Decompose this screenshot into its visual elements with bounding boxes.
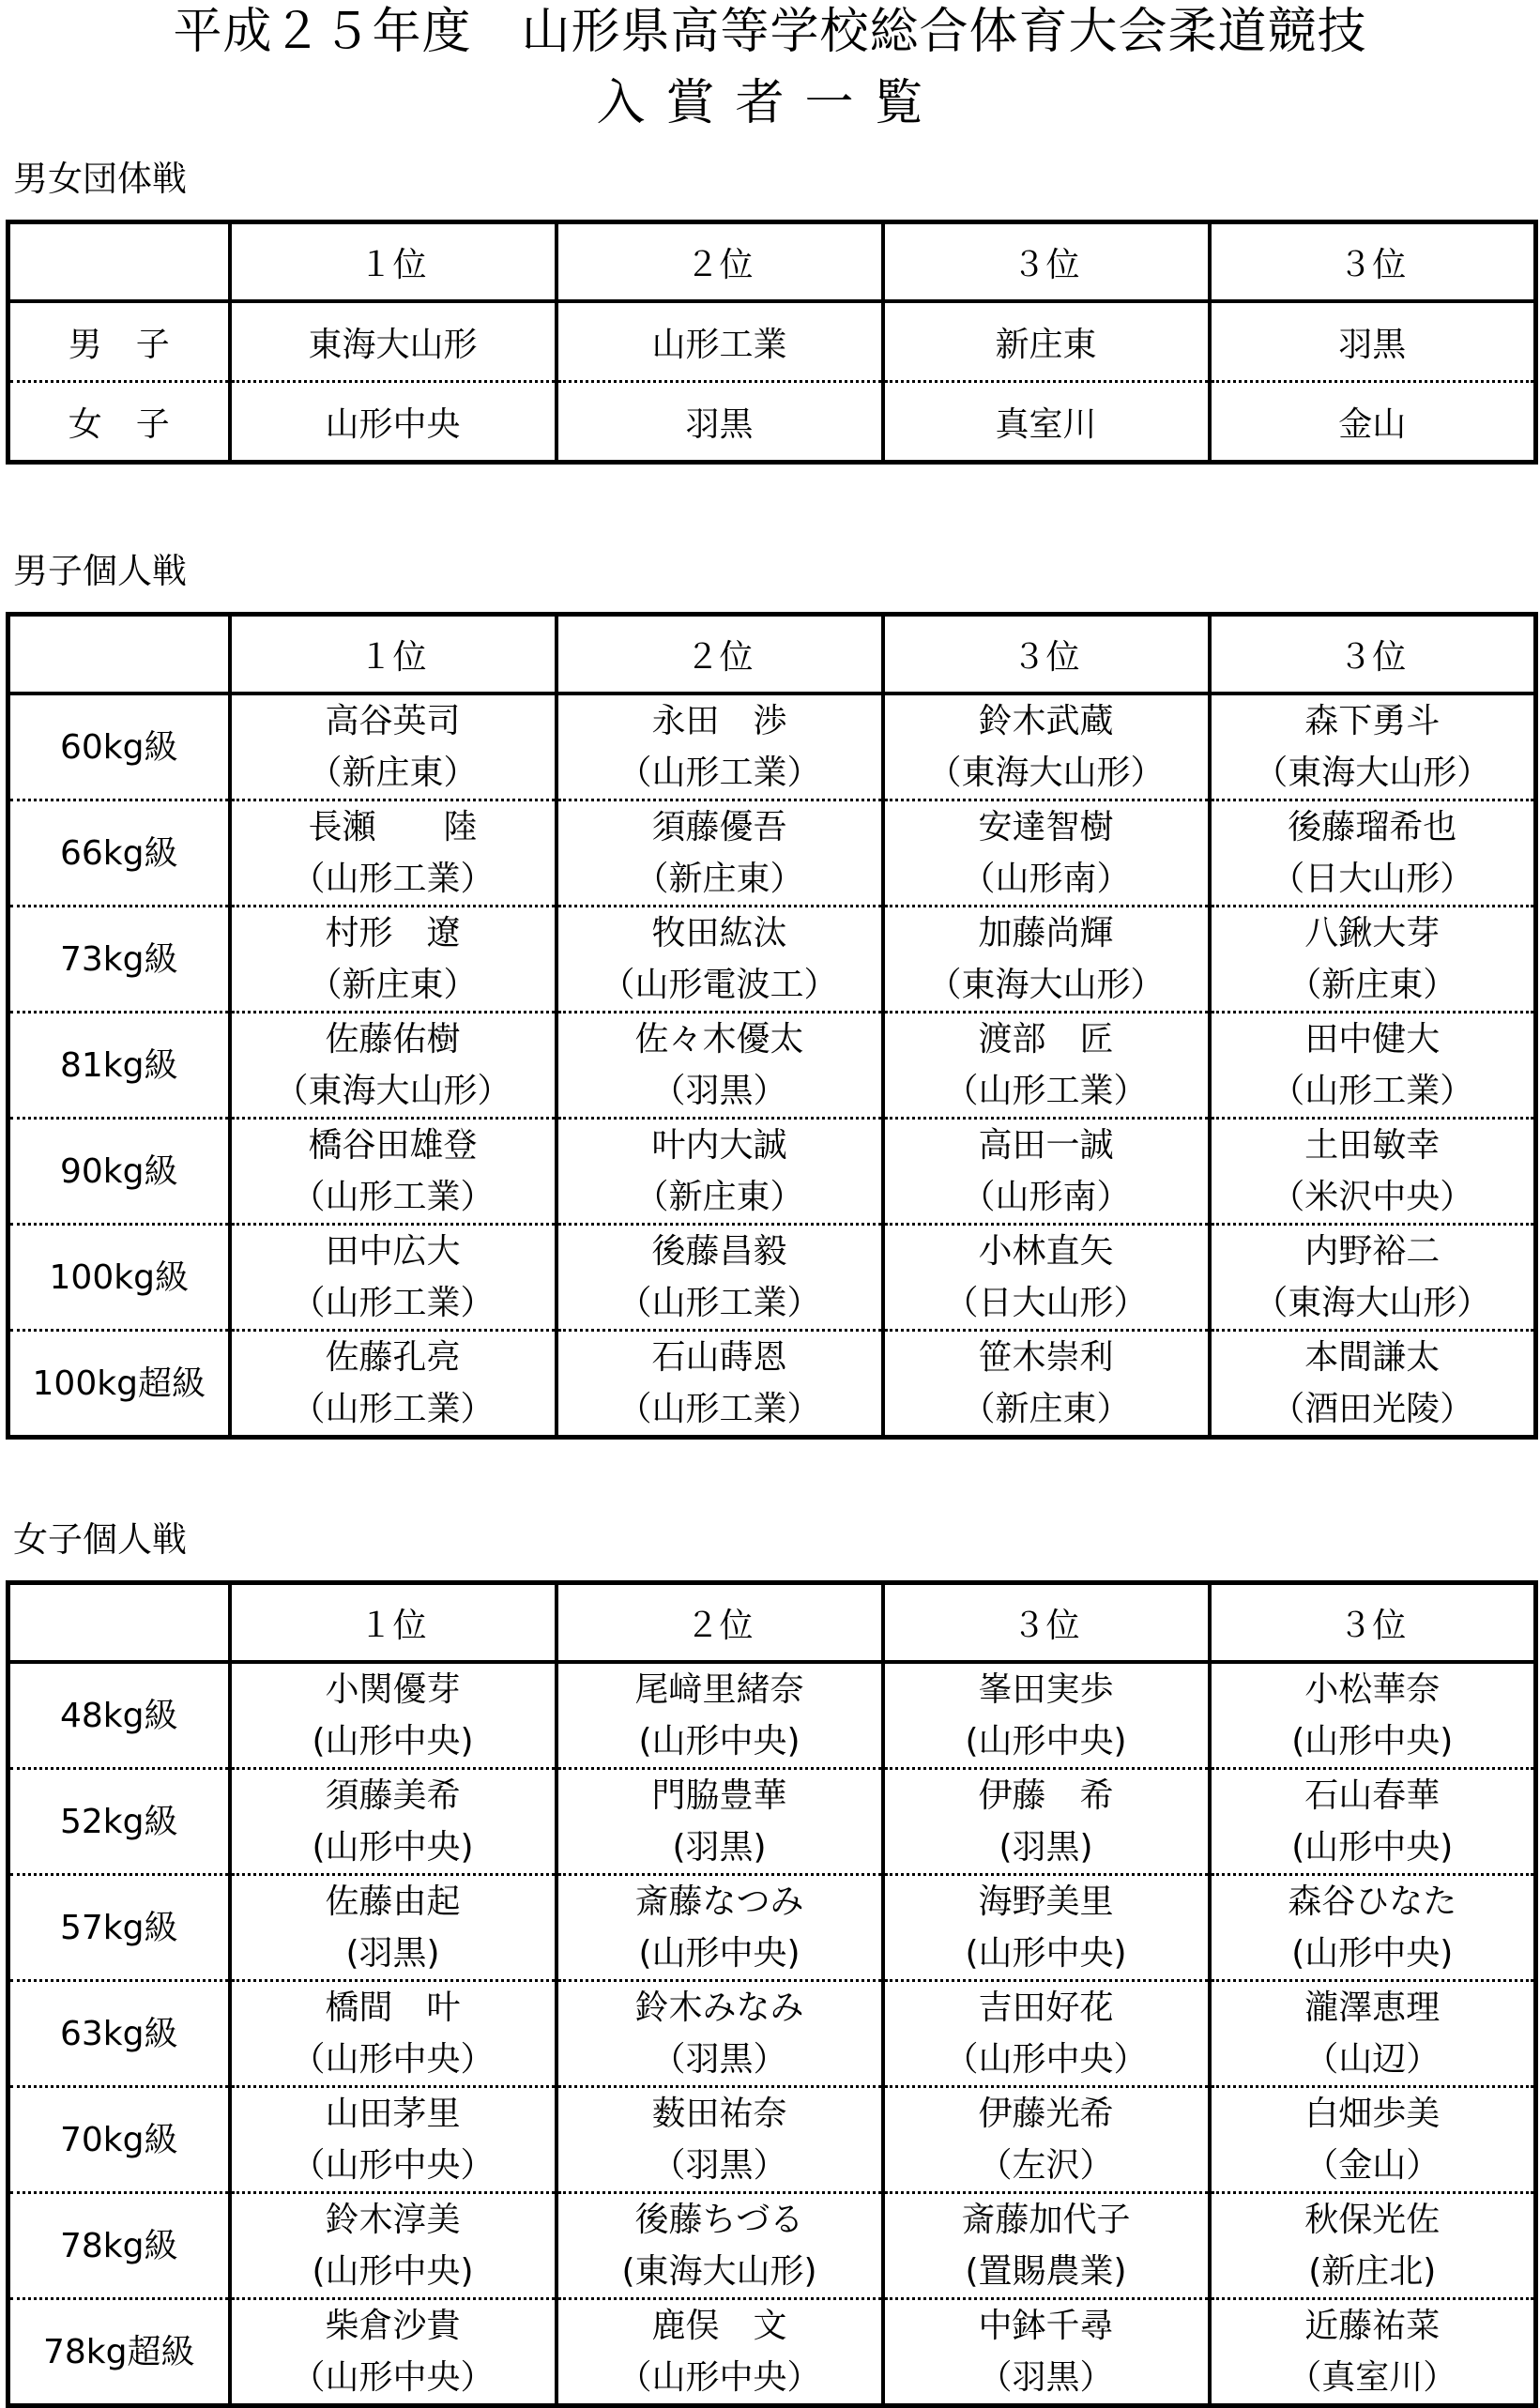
winner-cell	[230, 2299, 557, 2406]
athlete-school: （山形工業）	[1271, 1072, 1474, 1110]
athlete-school: （山形工業）	[618, 1284, 821, 1322]
men-results-table	[6, 612, 1538, 1440]
athlete-name: 門脇豊華	[651, 1776, 787, 1815]
athlete-school: （山形工業）	[291, 1390, 495, 1428]
winner-cell	[557, 800, 883, 907]
athlete-school: (山形中央)	[312, 1828, 474, 1867]
athlete-name: 伊藤光希	[978, 2095, 1114, 2133]
table-row	[8, 1225, 1536, 1331]
athlete-school: （山形中央）	[944, 2040, 1148, 2079]
athlete-name: 内野裕二	[1304, 1232, 1441, 1271]
athlete-name: 須藤美希	[325, 1776, 461, 1815]
athlete-school: （羽黒）	[651, 2040, 787, 2079]
athlete-name: 高谷英司	[325, 702, 461, 740]
winner-cell	[1210, 1875, 1536, 1981]
table-row	[8, 1013, 1536, 1119]
athlete-name: 後藤ちづる	[634, 2201, 804, 2239]
weight-class-label: 63kg級	[8, 1981, 230, 2087]
athlete-school: (羽黒)	[999, 1828, 1093, 1867]
winner-cell	[230, 1331, 557, 1438]
header-rank: ２位	[557, 1583, 883, 1663]
athlete-name: 近藤祐菜	[1304, 2307, 1441, 2345]
table-row	[8, 301, 1536, 382]
table-row	[8, 1769, 1536, 1875]
team-school-cell: 新庄東	[883, 301, 1210, 382]
winner-cell	[557, 2087, 883, 2193]
header-row	[8, 1583, 1536, 1663]
athlete-name: 田中広大	[325, 1232, 461, 1271]
athlete-school: （金山）	[1304, 2146, 1441, 2185]
winner-cell	[230, 1981, 557, 2087]
athlete-name: 牧田紘汰	[651, 914, 787, 953]
athlete-school: （日大山形）	[944, 1284, 1148, 1322]
athlete-name: 鹿俣 文	[651, 2307, 787, 2345]
team-school-cell: 山形工業	[557, 301, 883, 382]
athlete-name: 森谷ひなた	[1288, 1882, 1457, 1921]
men-section-label: 男子個人戦	[13, 551, 187, 591]
winner-cell	[883, 2299, 1210, 2406]
athlete-name: 海野美里	[978, 1882, 1114, 1921]
athlete-school: （山形工業）	[944, 1072, 1148, 1110]
winner-cell	[230, 2193, 557, 2299]
table-row	[8, 1662, 1536, 1769]
athlete-name: 後藤昌毅	[651, 1232, 787, 1271]
winner-cell	[230, 907, 557, 1013]
athlete-name: 土田敏幸	[1304, 1126, 1441, 1165]
athlete-school: (山形中央)	[312, 2252, 474, 2291]
header-rank: ２位	[557, 615, 883, 694]
page-subtitle: 入賞者一覧	[596, 75, 944, 131]
athlete-school: （山形中央）	[291, 2040, 495, 2079]
athlete-school: （新庄東）	[308, 754, 478, 792]
winner-cell	[1210, 1981, 1536, 2087]
athlete-name: 田中健大	[1304, 1020, 1441, 1059]
athlete-school: （東海大山形）	[1254, 754, 1491, 792]
table-row	[8, 2087, 1536, 2193]
winner-cell	[1210, 800, 1536, 907]
women-results-table	[6, 1580, 1538, 2408]
winner-cell	[883, 2193, 1210, 2299]
header-rank: ３位	[1210, 222, 1536, 302]
winner-cell	[1210, 1119, 1536, 1225]
winner-cell	[1210, 2193, 1536, 2299]
athlete-school: (山形中央)	[1291, 1934, 1454, 1973]
header-corner	[8, 1583, 230, 1663]
athlete-school: （東海大山形）	[927, 966, 1165, 1004]
athlete-school: （山辺）	[1304, 2040, 1441, 2079]
athlete-name: 小関優芽	[325, 1670, 461, 1709]
header-rank: ３位	[1210, 1583, 1536, 1663]
table-row	[8, 800, 1536, 907]
athlete-school: （新庄東）	[1288, 966, 1457, 1004]
athlete-school: (東海大山形)	[621, 2252, 817, 2291]
athlete-name: 本間謙太	[1304, 1338, 1441, 1377]
winner-cell	[1210, 1013, 1536, 1119]
athlete-school: （山形中央）	[291, 2146, 495, 2185]
table-row	[8, 2193, 1536, 2299]
athlete-name: 柴倉沙貴	[325, 2307, 461, 2345]
athlete-school: （日大山形）	[1271, 860, 1474, 898]
athlete-school: (置賜農業)	[965, 2252, 1127, 2291]
team-results-table	[6, 220, 1538, 465]
header-corner	[8, 222, 230, 302]
athlete-school: (新庄北)	[1308, 2252, 1437, 2291]
winner-cell	[883, 907, 1210, 1013]
athlete-school: （山形南）	[961, 860, 1131, 898]
winner-cell	[883, 1875, 1210, 1981]
athlete-name: 永田 渉	[651, 702, 787, 740]
table-row	[8, 1119, 1536, 1225]
winner-cell	[557, 1013, 883, 1119]
athlete-school: （東海大山形）	[927, 754, 1165, 792]
winner-cell	[557, 1875, 883, 1981]
athlete-school: (羽黒)	[672, 1828, 767, 1867]
winner-cell	[557, 1981, 883, 2087]
winner-cell	[230, 693, 557, 800]
athlete-name: 斎藤加代子	[961, 2201, 1131, 2239]
athlete-school: （新庄東）	[634, 860, 804, 898]
weight-class-label: 81kg級	[8, 1013, 230, 1119]
athlete-name: 峯田実歩	[978, 1670, 1114, 1709]
athlete-name: 森下勇斗	[1304, 702, 1441, 740]
winner-cell	[1210, 2087, 1536, 2193]
athlete-name: 薮田祐奈	[651, 2095, 787, 2133]
team-school-cell: 真室川	[883, 382, 1210, 463]
winner-cell	[1210, 693, 1536, 800]
athlete-name: 八鍬大芽	[1304, 914, 1441, 953]
athlete-name: 渡部 匠	[978, 1020, 1114, 1059]
winner-cell	[230, 1013, 557, 1119]
table-row	[8, 1875, 1536, 1981]
athlete-school: （東海大山形）	[1254, 1284, 1491, 1322]
winner-cell	[557, 2299, 883, 2406]
weight-class-label: 66kg級	[8, 800, 230, 907]
winner-cell	[557, 1769, 883, 1875]
athlete-school: (山形中央)	[965, 1934, 1127, 1973]
athlete-school: （山形工業）	[618, 754, 821, 792]
athlete-school: （新庄東）	[634, 1178, 804, 1216]
athlete-name: 佐々木優太	[634, 1020, 804, 1059]
athlete-school: (山形中央)	[638, 1934, 800, 1973]
athlete-school: （山形中央）	[291, 2358, 495, 2397]
table-row	[8, 2299, 1536, 2406]
winner-cell	[557, 1662, 883, 1769]
athlete-name: 鈴木武蔵	[978, 702, 1114, 740]
winner-cell	[883, 2087, 1210, 2193]
gender-label: 男 子	[8, 301, 230, 382]
winner-cell	[557, 1225, 883, 1331]
athlete-name: 瀧澤恵理	[1304, 1989, 1441, 2027]
athlete-school: （左沢）	[978, 2146, 1114, 2185]
athlete-name: 斎藤なつみ	[634, 1882, 804, 1921]
winner-cell	[1210, 907, 1536, 1013]
weight-class-label: 52kg級	[8, 1769, 230, 1875]
winner-cell	[1210, 1331, 1536, 1438]
team-school-cell: 羽黒	[1210, 301, 1536, 382]
women-section-label: 女子個人戦	[13, 1519, 187, 1560]
winner-cell	[1210, 1662, 1536, 1769]
athlete-name: 佐藤由起	[325, 1882, 461, 1921]
athlete-name: 安達智樹	[978, 808, 1114, 846]
athlete-name: 笹木崇利	[978, 1338, 1114, 1377]
header-rank: ３位	[1210, 615, 1536, 694]
table-row	[8, 907, 1536, 1013]
weight-class-label: 90kg級	[8, 1119, 230, 1225]
winner-cell	[230, 1119, 557, 1225]
winner-cell	[230, 800, 557, 907]
weight-class-label: 70kg級	[8, 2087, 230, 2193]
athlete-name: 中鉢千尋	[978, 2307, 1114, 2345]
athlete-school: (山形中央)	[312, 1722, 474, 1760]
winner-cell	[557, 1331, 883, 1438]
athlete-name: 橋谷田雄登	[308, 1126, 478, 1165]
athlete-name: 石山春華	[1304, 1776, 1441, 1815]
header-rank: ３位	[883, 222, 1210, 302]
header-rank: １位	[230, 615, 557, 694]
athlete-school: （真室川）	[1288, 2358, 1457, 2397]
athlete-school: (山形中央)	[965, 1722, 1127, 1760]
athlete-school: （羽黒）	[978, 2358, 1114, 2397]
weight-class-label: 60kg級	[8, 693, 230, 800]
winner-cell	[557, 1119, 883, 1225]
winner-cell	[557, 693, 883, 800]
weight-class-label: 73kg級	[8, 907, 230, 1013]
winner-cell	[883, 1981, 1210, 2087]
winner-cell	[230, 1875, 557, 1981]
header-row	[8, 222, 1536, 302]
page-title: 平成２５年度 山形県高等学校総合体育大会柔道競技	[173, 4, 1367, 60]
athlete-name: 小松華奈	[1304, 1670, 1441, 1709]
athlete-name: 後藤瑠希也	[1288, 808, 1457, 846]
athlete-school: (羽黒)	[345, 1934, 440, 1973]
gender-label: 女 子	[8, 382, 230, 463]
athlete-school: （山形電波工）	[601, 966, 838, 1004]
athlete-name: 小林直矢	[978, 1232, 1114, 1271]
athlete-name: 佐藤佑樹	[325, 1020, 461, 1059]
athlete-name: 村形 遼	[325, 914, 461, 953]
athlete-school: （羽黒）	[651, 2146, 787, 2185]
header-rank: １位	[230, 222, 557, 302]
athlete-school: （山形工業）	[291, 1178, 495, 1216]
team-school-cell: 羽黒	[557, 382, 883, 463]
athlete-name: 鈴木みなみ	[634, 1989, 804, 2027]
table-row	[8, 1981, 1536, 2087]
athlete-school: （米沢中央）	[1271, 1178, 1474, 1216]
athlete-name: 吉田好花	[978, 1989, 1114, 2027]
athlete-name: 白畑歩美	[1304, 2095, 1441, 2133]
weight-class-label: 100kg級	[8, 1225, 230, 1331]
winner-cell	[1210, 1769, 1536, 1875]
athlete-school: （新庄東）	[961, 1390, 1131, 1428]
winner-cell	[883, 1662, 1210, 1769]
header-rank: １位	[230, 1583, 557, 1663]
athlete-name: 秋保光佐	[1304, 2201, 1441, 2239]
athlete-school: （酒田光陵）	[1271, 1390, 1474, 1428]
athlete-school: (山形中央)	[638, 1722, 800, 1760]
header-rank: ３位	[883, 615, 1210, 694]
athlete-school: (山形中央)	[1291, 1722, 1454, 1760]
winner-cell	[883, 693, 1210, 800]
athlete-school: （山形工業）	[291, 860, 495, 898]
winner-cell	[883, 1013, 1210, 1119]
athlete-name: 山田茅里	[325, 2095, 461, 2133]
winner-cell	[1210, 1225, 1536, 1331]
header-row	[8, 615, 1536, 694]
weight-class-label: 100kg超級	[8, 1331, 230, 1438]
athlete-school: （山形南）	[961, 1178, 1131, 1216]
team-section-label: 男女団体戦	[13, 159, 187, 199]
athlete-school: （山形工業）	[291, 1284, 495, 1322]
athlete-school: (山形中央)	[1291, 1828, 1454, 1867]
athlete-name: 鈴木淳美	[325, 2201, 461, 2239]
table-row	[8, 1331, 1536, 1438]
athlete-name: 加藤尚輝	[978, 914, 1114, 953]
athlete-name: 高田一誠	[978, 1126, 1114, 1165]
winner-cell	[883, 1769, 1210, 1875]
athlete-school: （羽黒）	[651, 1072, 787, 1110]
winner-cell	[883, 800, 1210, 907]
header-rank: ３位	[883, 1583, 1210, 1663]
athlete-name: 長瀬 陸	[308, 808, 478, 846]
weight-class-label: 78kg超級	[8, 2299, 230, 2406]
table-row	[8, 382, 1536, 463]
winner-cell	[883, 1225, 1210, 1331]
winner-cell	[230, 1769, 557, 1875]
athlete-name: 伊藤 希	[978, 1776, 1114, 1815]
team-school-cell: 金山	[1210, 382, 1536, 463]
winner-cell	[230, 1225, 557, 1331]
winner-cell	[230, 1662, 557, 1769]
header-rank: ２位	[557, 222, 883, 302]
weight-class-label: 57kg級	[8, 1875, 230, 1981]
athlete-name: 橋間 叶	[325, 1989, 461, 2027]
athlete-school: （東海大山形）	[274, 1072, 511, 1110]
winner-cell	[557, 2193, 883, 2299]
athlete-school: （新庄東）	[308, 966, 478, 1004]
team-school-cell: 東海大山形	[230, 301, 557, 382]
athlete-name: 須藤優吾	[651, 808, 787, 846]
athlete-name: 叶内大誠	[651, 1126, 787, 1165]
athlete-name: 尾﨑里緒奈	[634, 1670, 804, 1709]
athlete-name: 石山蒔恩	[651, 1338, 787, 1377]
athlete-name: 佐藤孔亮	[325, 1338, 461, 1377]
winner-cell	[557, 907, 883, 1013]
header-corner	[8, 615, 230, 694]
team-school-cell: 山形中央	[230, 382, 557, 463]
winner-cell	[883, 1119, 1210, 1225]
winner-cell	[230, 2087, 557, 2193]
weight-class-label: 48kg級	[8, 1662, 230, 1769]
winner-cell	[1210, 2299, 1536, 2406]
athlete-school: （山形中央）	[618, 2358, 821, 2397]
winner-cell	[883, 1331, 1210, 1438]
table-row	[8, 693, 1536, 800]
athlete-school: （山形工業）	[618, 1390, 821, 1428]
weight-class-label: 78kg級	[8, 2193, 230, 2299]
